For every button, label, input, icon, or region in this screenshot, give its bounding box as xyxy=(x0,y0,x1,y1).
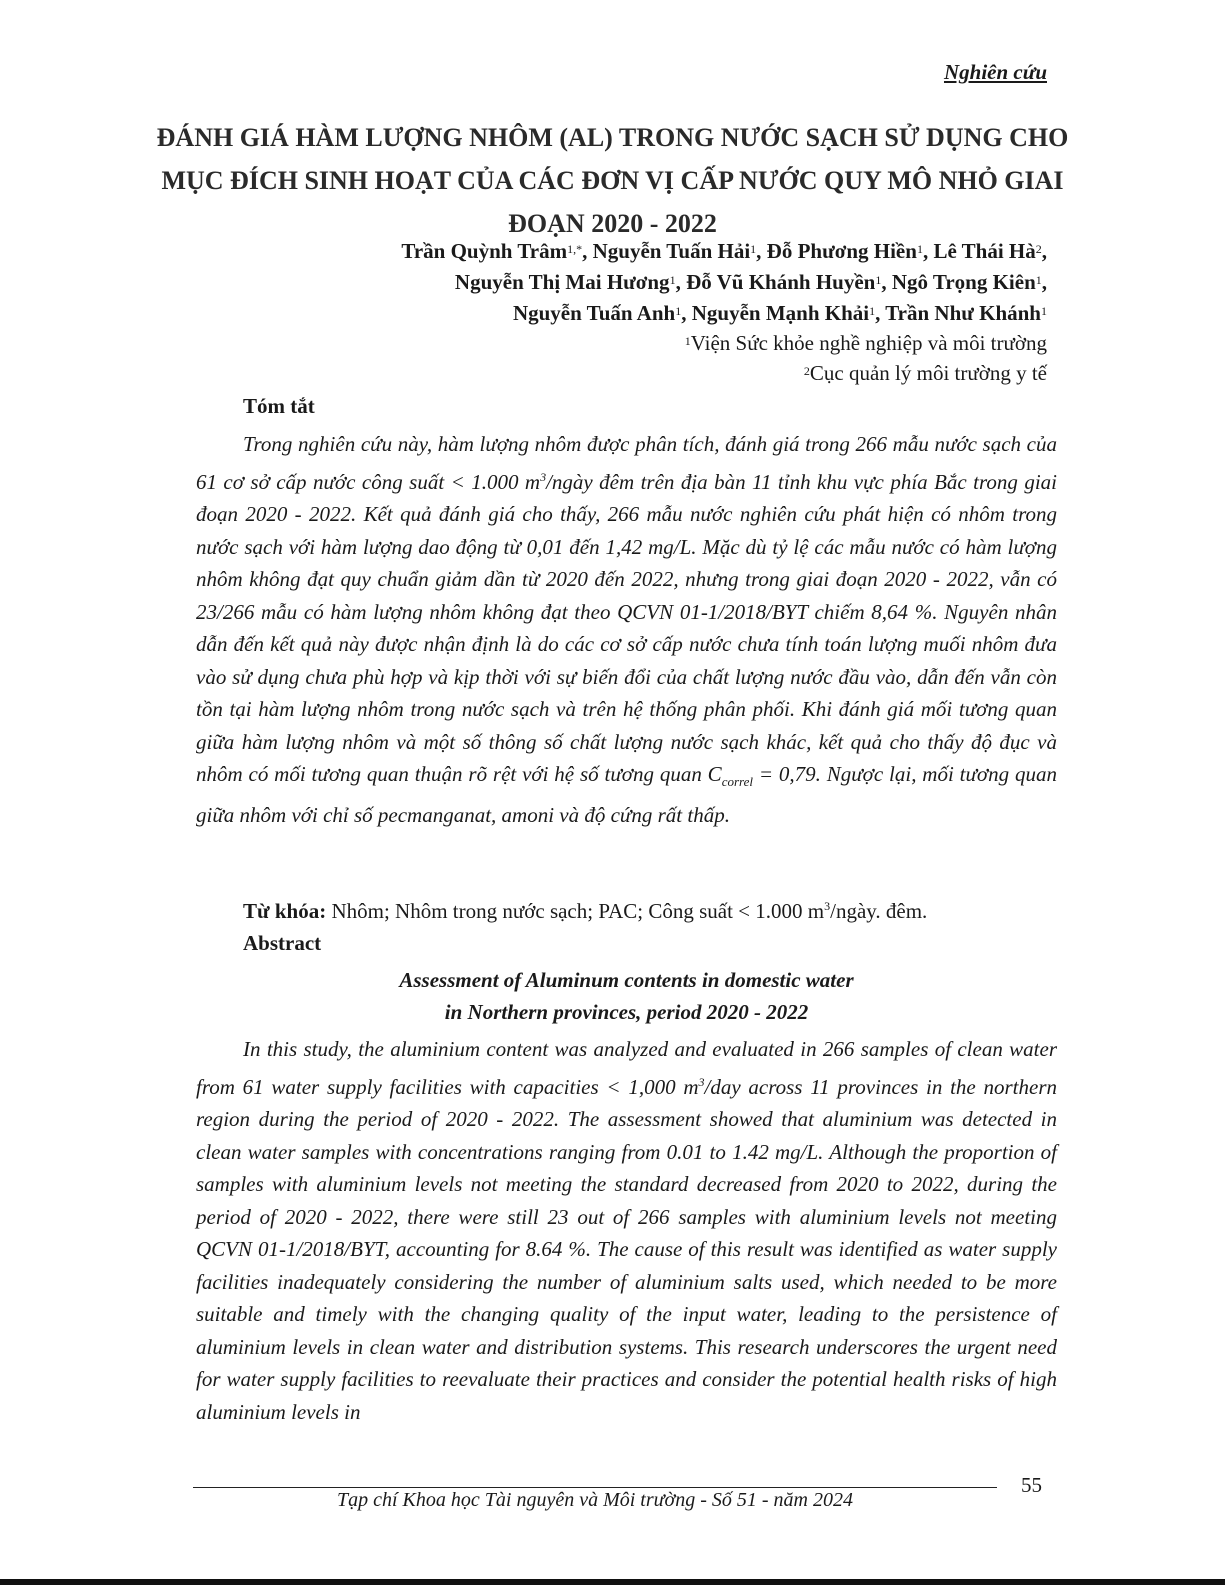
author-sup: 1 xyxy=(869,304,876,318)
author: Nguyễn Mạnh Khải xyxy=(691,301,870,325)
paper-title: ĐÁNH GIÁ HÀM LƯỢNG NHÔM (AL) TRONG NƯỚC SẠCH SỬ DỤNG CHO MỤC ĐÍCH SINH HOẠT CỦA CÁC ĐƠN VỊ CẤP NƯỚC QUY MÔ NHỎ GIAI ĐOẠN 2020 - 2022 xyxy=(156,123,1069,238)
page-bottom-edge xyxy=(0,1579,1225,1585)
abstract-paragraph xyxy=(196,1033,1057,1428)
affiliation-1 xyxy=(347,328,1047,358)
keywords xyxy=(243,891,1058,926)
author-sup: 1 xyxy=(675,304,682,318)
abstract-text-1: In this study, the aluminium content was analyzed and evaluated in 266 samples of clean water from 61 water supply facilities with capacities < 1,000 m xyxy=(196,1037,1057,1099)
author: Lê Thái Hà xyxy=(933,239,1036,263)
english-title-line-1: Assessment of Aluminum contents in domestic water xyxy=(399,968,854,992)
author-sup: 1 xyxy=(750,242,757,256)
author-sup: 1 xyxy=(916,242,923,256)
author: Đỗ Phương Hiền xyxy=(766,239,917,263)
author: Ngô Trọng Kiên xyxy=(891,270,1036,294)
page-number: 55 xyxy=(1021,1473,1042,1497)
summary-text-3: = 0,79. Ngược lại, mối tương quan giữa nhôm với chỉ số pecmanganat, amoni và độ cứng rất thấp. xyxy=(196,762,1057,827)
english-title xyxy=(196,964,1057,1028)
abstract-text-2: /day across 11 provinces in the northern region during the period of 2020 - 2022. The assessment showed that aluminium was detected in clean water samples with concentrations ranging from 0.01 to 1.42 mg/L. Although the proportion of samples with aluminium levels not meeting the standard decreased from 2020 to 2022, during the period of 2020 - 2022, there were still 23 out of 266 samples with aluminium levels not meeting QCVN 01-1/2018/BYT, accounting for 8.64 %. The cause of this result was identified as water supply facilities inadequately considering the number of aluminium salts used, which needed to be more suitable and timely with the changing quality of the input water, leading to the persistence of aluminium levels in clean water and distribution systems. This research underscores the urgent need for water supply facilities to reevaluate their practices and consider the potential health risks of high aluminium levels in xyxy=(196,1074,1057,1424)
author: Trần Như Khánh xyxy=(885,301,1041,325)
abstract-sup: 3 xyxy=(698,1074,705,1089)
journal-footer: Tạp chí Khoa học Tài nguyên và Môi trường - Số 51 - năm 2024 xyxy=(337,1489,853,1511)
author-list: Trần Quỳnh Trâm$^{1,*}$, Nguyễn Tuấn Hải$^1$, Đỗ Phương Hiền$^1$, Lê Thái $Hà^2$, Nguyễn Thị Mai Hương$^1$, Đỗ Vũ Khánh Huyền$^1$, Ngô Trọng Kiên$^1$, Nguyễn Tuấn Anh$^1$, Nguyễn Mạnh Khải$^1$, Trần Như Khánh$^1$ xyxy=(401,239,1047,325)
author-sup: 1 xyxy=(1035,273,1042,287)
footer-rule xyxy=(193,1487,997,1488)
summary-text-2: /ngày đêm trên địa bàn 11 tỉnh khu vực phía Bắc trong giai đoạn 2020 - 2022. Kết quả đánh giá cho thấy, 266 mẫu nước nghiên cứu phát hiện có nhôm trong nước sạch với hàm lượng dao động từ 0,01 đến 1,42 mg/L. Mặc dù tỷ lệ các mẫu nước có hàm lượng nhôm không đạt quy chuẩn giảm dần từ 2020 đến 2022, nhưng trong giai đoạn 2020 - 2022, vẫn có 23/266 mẫu có hàm lượng nhôm không đạt theo QCVN 01-1/2018/BYT chiếm 8,64 %. Nguyên nhân dẫn đến kết quả này được nhận định là do các cơ sở cấp nước chưa tính toán lượng muối nhôm đưa vào sử dụng chưa phù hợp và kịp thời với sự biến đổi của chất lượng nước đầu vào, dẫn đến vẫn còn tồn tại hàm lượng nhôm trong nước sạch và trên hệ thống phân phối. Khi đánh giá mối tương quan giữa hàm lượng nhôm và một số thông số chất lượng nước sạch khác, kết quả cho thấy độ đục và nhôm có mối tương quan thuận rõ rệt với hệ số tương quan C xyxy=(196,469,1058,786)
summary-text-1: Trong nghiên cứu này, hàm lượng nhôm được phân tích, đánh giá trong 266 mẫu nước sạch của 61 cơ sở cấp nước công suất < 1.000 m xyxy=(196,432,1057,494)
keywords-text-2: /ngày. đêm. xyxy=(830,899,928,923)
english-title-line-2: in Northern provinces, period 2020 - 2022 xyxy=(444,1000,809,1024)
keywords-text-1: Nhôm; Nhôm trong nước sạch; PAC; Công suất < 1.000 m xyxy=(326,899,825,923)
summary-paragraph xyxy=(196,428,1057,831)
author-sup: 1,* xyxy=(567,242,583,256)
summary-sup: 3 xyxy=(540,469,547,484)
author-sup: 1 xyxy=(669,273,676,287)
author: Đỗ Vũ Khánh Huyền xyxy=(686,270,876,294)
author: Nguyễn Thị Mai Hương xyxy=(454,270,670,294)
affiliation-text: Cục quản lý môi trường y tế xyxy=(809,361,1047,385)
section-tag: Nghiên cứu xyxy=(943,60,1047,84)
summary-sub: correl xyxy=(721,774,753,790)
summary-heading: Tóm tắt xyxy=(243,394,315,418)
abstract-heading: Abstract xyxy=(243,931,322,955)
affiliation-2 xyxy=(347,358,1047,388)
author: Nguyễn Tuấn Hải xyxy=(592,239,751,263)
author-sup: 2 xyxy=(1035,242,1042,256)
affiliation-sup: 2 xyxy=(803,364,810,378)
author: Nguyễn Tuấn Anh xyxy=(512,301,676,325)
author-sup: 1 xyxy=(1041,304,1047,318)
affiliation-text: Viện Sức khỏe nghề nghiệp và môi trường xyxy=(690,331,1047,355)
author-sup: 1 xyxy=(875,273,882,287)
affiliation-sup: 1 xyxy=(684,334,691,348)
author: Trần Quỳnh Trâm xyxy=(401,239,568,263)
keywords-sup: 3 xyxy=(824,899,831,913)
keywords-label: Từ khóa: xyxy=(243,899,327,923)
